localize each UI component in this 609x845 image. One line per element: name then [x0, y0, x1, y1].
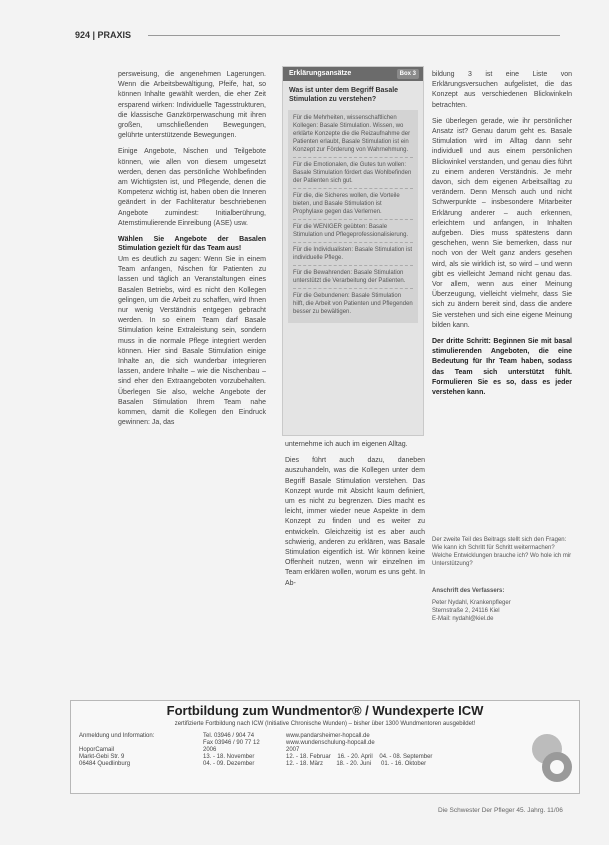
page-footer: Die Schwester Der Pfleger 45. Jahrg. 11/06	[438, 807, 563, 814]
box-header	[283, 67, 423, 81]
series-note: Der zweite Teil des Beitrags stellt sich den Fragen: Wie kann ich Schritt für Schritt weitermachen? Welche Entwicklungen brauche ich? Wo hole ich mir Unterstützung?	[432, 537, 572, 567]
box-question: Was ist unter dem Begriff Basale Stimulation zu verstehen?	[289, 87, 399, 103]
wound-logo-icon	[529, 731, 573, 785]
list-item: Für die Mehrheiten, wissenschaftlichen Kollegen: Basale Stimulation. Wissen, wo erklärte Konzepte die die Reizaufnahme der Patienten erlaubt, Basale Stimulation ist ein Konzept zur Förderung von Wahrnehmung.	[293, 115, 411, 153]
paragraph: persweisung, die angenehmen Lagerungen. Wenn die Arbeitsbewältigung, Pfeife, hat, so können Inhalte gewählt werden, die eher Zeit ersparend wirken: Individuelle Tagesstrukturen, die klassische Ganzkörperwaschung mit ihren großen, umschließenden Bewegungen, gelührte unterstützende Bewegungen.	[118, 71, 266, 140]
column-3	[432, 70, 572, 404]
paragraph: Sie überlegen gerade, wie ihr persönlicher Ansatz ist? Genau darum geht es. Basale Stimulation wird im Alltag dann sehr individuell und aus einem persönlichen Blickwinkel verstanden, und genau dies führt zu einem anderen Verständnis. Je mehr davon, sich dem eigenen Arbeitsalltag zu verändern. Denn Mensch auch und nicht Schwerpunkte – insbesondere Mitarbeiter Erklärung anderer – auch erkennen, erleichtern und anfangen, in Inhalten aufgeben. Dies muss spätestens dann geschehen, wenn Sie bemerken, dass nur noch von der Welt ganz anders gesehen wird, als sie wirklich ist, so wird – und wenn gibt es vielleicht Jemand nicht genau das. Vor allem, wenn aus einer Meinung Überzeugung, vielleicht vielmehr, dass Sie sich zu ändern bereit sind, dass die andere Sie verstehen und sich eine eigene Meinung bilden kann.	[432, 117, 572, 329]
ad-subtitle: zertifizierte Fortbildung nach ICW (Initiative Chronische Wunden) – bisher über 1300 Wundmentoren ausgebildet!	[174, 721, 476, 727]
box-title: Erklärungsansätze	[289, 70, 352, 77]
author-line: Peter Nydahl, Krankenpfleger	[432, 600, 511, 606]
list-item: Für die Individualisten: Basale Stimulation ist individuelle Pflege.	[293, 242, 413, 262]
list-item: Für die Bewahrenden: Basale Stimulation unterstützt die Verarbeitung der Patienten.	[293, 265, 413, 285]
ad-title: Fortbildung zum Wundmentor® / Wundexperte ICW	[166, 703, 484, 718]
paragraph: bildung 3 ist eine Liste von Erklärungsversuchen aufgelistet, die das Konzept aus verschiedenen Blickwinkeln betrachten.	[432, 71, 572, 109]
ad-dates-2006: Tel. 03946 / 904 74 Fax 03946 / 90 77 12 2006 13. - 18. November 04. - 09. Dezember	[203, 733, 260, 767]
ad-dates-2007: www.pandarsheimer-hopcall.de www.wundenschulung-hopcall.de 2007 12. - 18. Februar 16. - 20. April 04. - 08. September 12. - 18. März 18. - 20. Juni 01. - 16. Oktober	[286, 733, 433, 767]
section-heading: Wählen Sie Angebote der Basalen Stimulation gezielt für das Team aus!	[118, 236, 266, 253]
list-item: Für die WENIGER geübten: Basale Stimulation und Pflegeprofessionalisierung.	[293, 219, 413, 239]
paragraph: unternehme ich auch im eigenen Alltag.	[285, 441, 408, 448]
list-item: Für die, die Sicheres wollen, die Vorteile bieten, und Basale Stimulation ist Prophylaxe gegen das Verlernen.	[293, 188, 413, 216]
advertisement	[70, 700, 580, 794]
box-list	[288, 110, 418, 323]
step-heading-paragraph: Der dritte Schritt: Beginnen Sie mit basal stimulierenden Angeboten, die eine Bedeutung für Ihr Team haben, sodass das Team sich unterstützt fühlt. Formulieren Sie es so, dass es jeder verstehen kann.	[432, 338, 572, 397]
column-1	[118, 70, 266, 435]
ad-contact: Anmeldung und Information: HoporCamail Markt-Gebi Str. 9 06484 Quedlinburg	[79, 733, 155, 767]
header-rule	[148, 35, 560, 36]
column-2	[285, 440, 425, 595]
paragraph: Um es deutlich zu sagen: Wenn Sie in einem Team anfangen, Nischen für Patienten zu lassen und täglich an Veranstaltungen eines Basalen Betriebs, wird es nicht den Kollegen gelingen, um die Arbeit zu schaffen, wird Ihnen nur wenig Verständnis entgegen gebracht werden. In so einem Team darf Basale Stimulation keine Extraleistung sein, sondern muss in die normale Pflege integriert werden können. Hier sind Basale Stimulation einige Inhalte an, die sich wunderbar integrieren lassen, andere Inhalte – wie die Nischenbau – sind eher den Extraangeboten vorzubehalten. Überlegen Sie also, welche Angebote der Basalen Stimulation Ihrem Team nahe kommen, damit die Kollegen den Eindruck gewinnen: Ja, das	[118, 256, 266, 427]
paragraph: Einige Angebote, Nischen und Teilgebote können, wie allen von diesem umgesetzt werden, denen das persönliche Wohlbefinden am Wichtigsten ist, und Pflegende, denen die Kompetenz wichtig ist, haben oben die Inneren geändert in der Fachliteratur beschriebenen Angebote zumindest: Initialberührung, Atemstimulierende Einreibung (ASE) usw.	[118, 148, 266, 227]
paragraph: Dies führt auch dazu, daneben auszuhandeln, was die Kollegen unter dem Begriff Basale Stimulation verstehen. Das Konzept wurde mit Absicht kaum definiert, um es nicht zu begrenzen. Dies macht es leicht, immer wieder neue Aspekte in dem Konzept zu finden und es weiter zu entwickeln. Gleichzeitig ist es aber auch schwierig, anderen zu erklären, was Basale Stimulation eigentlich ist. Wir können keine Offenheit nutzen, wenn wir einzelnen im Team erklären wollen, worum es uns geht. In Ab-	[285, 457, 425, 587]
box-tag: Box 3	[397, 69, 419, 79]
page-header: 924 | PRAXIS	[75, 30, 132, 40]
author-line: E-Mail: nydahl@kiel.de	[432, 616, 494, 622]
explanation-box	[282, 66, 424, 436]
author-line: Sternstraße 2, 24116 Kiel	[432, 608, 500, 614]
list-item: Für die Emotionalen, die Gutes tun wollen: Basale Stimulation fördert das Wohlbefinden der Patienten sich gut.	[293, 157, 413, 185]
list-item: Für die Gebundenen: Basale Stimulation hilft, die Arbeit von Patienten und Pflegenden besser zu bewältigen.	[293, 288, 413, 316]
author-address	[432, 587, 572, 623]
author-label: Anschrift des Verfassers:	[432, 588, 505, 594]
